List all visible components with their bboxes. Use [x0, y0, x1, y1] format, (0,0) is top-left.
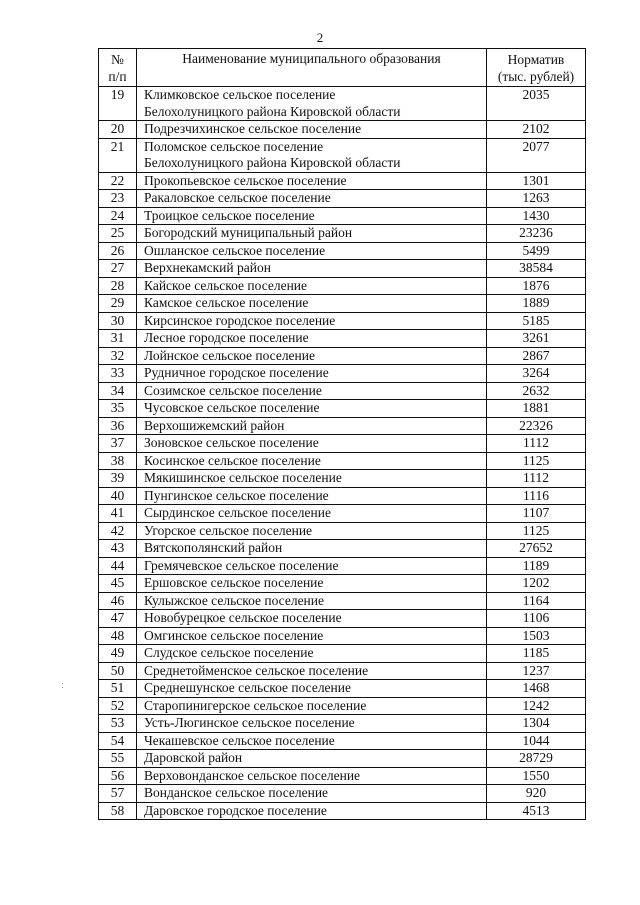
normative-value-cell: 3261	[487, 330, 586, 348]
table-row	[99, 785, 586, 803]
table-body	[99, 87, 586, 820]
municipality-name-cell: Мякишинское сельское поселение	[137, 470, 487, 488]
municipality-name-cell: Даровской район	[137, 750, 487, 768]
municipality-name-cell: Старопинигерское сельское поселение	[137, 697, 487, 715]
table-row	[99, 680, 586, 698]
normative-value-cell: 1185	[487, 645, 586, 663]
municipality-name-cell: Богородский муниципальный район	[137, 225, 487, 243]
normative-value-cell: 27652	[487, 540, 586, 558]
normative-value-cell: 1242	[487, 697, 586, 715]
table-row	[99, 330, 586, 348]
municipality-name-cell: Слудское сельское поселение	[137, 645, 487, 663]
table-row	[99, 225, 586, 243]
row-number-cell: 50	[99, 662, 137, 680]
municipality-name-cell: Пунгинское сельское поселение	[137, 487, 487, 505]
row-number-cell: 26	[99, 242, 137, 260]
municipality-name-cell: Верхошижемский район	[137, 417, 487, 435]
normative-value-cell: 38584	[487, 260, 586, 278]
normative-value-cell: 1301	[487, 172, 586, 190]
municipality-name-cell: Гремячевское сельское поселение	[137, 557, 487, 575]
row-number-cell: 56	[99, 767, 137, 785]
table-row	[99, 207, 586, 225]
row-number-cell: 33	[99, 365, 137, 383]
normative-value-cell: 1550	[487, 767, 586, 785]
municipality-name-cell: Кулыжское сельское поселение	[137, 592, 487, 610]
municipality-name-cell: Рудничное городское поселение	[137, 365, 487, 383]
row-number-cell: 42	[99, 522, 137, 540]
row-number-cell: 48	[99, 627, 137, 645]
normative-value-cell: 2035	[487, 87, 586, 121]
normative-value-cell: 920	[487, 785, 586, 803]
municipality-name-cell: Верховонданское сельское поселение	[137, 767, 487, 785]
normative-value-cell: 28729	[487, 750, 586, 768]
normative-value-cell: 1881	[487, 400, 586, 418]
table-row	[99, 400, 586, 418]
normative-value-cell: 1263	[487, 190, 586, 208]
row-number-cell: 19	[99, 87, 137, 121]
municipality-name-cell: Новобурецкое сельское поселение	[137, 610, 487, 628]
row-number-cell: 31	[99, 330, 137, 348]
municipality-name-cell: Ершовское сельское поселение	[137, 575, 487, 593]
municipality-name-cell: Зоновское сельское поселение	[137, 435, 487, 453]
row-number-cell: 49	[99, 645, 137, 663]
normative-value-cell: 2102	[487, 121, 586, 139]
table-row	[99, 312, 586, 330]
normative-value-cell: 3264	[487, 365, 586, 383]
municipality-name-cell: Троицкое сельское поселение	[137, 207, 487, 225]
municipality-name-cell: Лесное городское поселение	[137, 330, 487, 348]
row-number-cell: 41	[99, 505, 137, 523]
table-row	[99, 540, 586, 558]
normative-value-cell: 1125	[487, 522, 586, 540]
normative-value-cell: 1106	[487, 610, 586, 628]
margin-speck-marks	[62, 683, 64, 692]
row-number-cell: 35	[99, 400, 137, 418]
row-number-cell: 22	[99, 172, 137, 190]
table-row	[99, 87, 586, 121]
municipality-name-cell: Чекашевское сельское поселение	[137, 732, 487, 750]
normative-value-cell: 1876	[487, 277, 586, 295]
normative-value-cell: 1430	[487, 207, 586, 225]
row-number-cell: 46	[99, 592, 137, 610]
table-row	[99, 295, 586, 313]
table-row	[99, 522, 586, 540]
normative-value-cell: 1112	[487, 470, 586, 488]
row-number-cell: 38	[99, 452, 137, 470]
normative-value-cell: 1503	[487, 627, 586, 645]
table-row	[99, 260, 586, 278]
row-number-cell: 24	[99, 207, 137, 225]
municipality-name-cell: Среднетойменское сельское поселение	[137, 662, 487, 680]
row-number-cell: 44	[99, 557, 137, 575]
normative-value-cell: 1112	[487, 435, 586, 453]
row-number-cell: 55	[99, 750, 137, 768]
table-row	[99, 138, 586, 172]
municipality-name-cell: Угорское сельское поселение	[137, 522, 487, 540]
table-row	[99, 452, 586, 470]
table-row	[99, 697, 586, 715]
table-row	[99, 277, 586, 295]
normative-value-cell: 1237	[487, 662, 586, 680]
normative-value-cell: 1202	[487, 575, 586, 593]
table-row	[99, 242, 586, 260]
normative-value-cell: 1889	[487, 295, 586, 313]
table-row	[99, 645, 586, 663]
normative-value-cell: 1164	[487, 592, 586, 610]
row-number-cell: 47	[99, 610, 137, 628]
municipality-name-cell: Поломское сельское поселение Белохолуницкого района Кировской области	[137, 138, 487, 172]
normative-value-cell: 22326	[487, 417, 586, 435]
table-row	[99, 662, 586, 680]
table-row	[99, 470, 586, 488]
row-number-cell: 57	[99, 785, 137, 803]
normative-table	[98, 48, 586, 820]
table-row	[99, 190, 586, 208]
table-row	[99, 750, 586, 768]
normative-value-cell: 1044	[487, 732, 586, 750]
municipality-name-cell: Подрезчихинское сельское поселение	[137, 121, 487, 139]
municipality-name-cell: Прокопьевское сельское поселение	[137, 172, 487, 190]
row-number-cell: 52	[99, 697, 137, 715]
municipality-name-cell: Ракаловское сельское поселение	[137, 190, 487, 208]
row-number-cell: 32	[99, 347, 137, 365]
table-row	[99, 627, 586, 645]
table-row	[99, 417, 586, 435]
table-row	[99, 347, 586, 365]
municipality-name-cell: Сырдинское сельское поселение	[137, 505, 487, 523]
municipality-name-cell: Даровское городское поселение	[137, 802, 487, 820]
row-number-cell: 36	[99, 417, 137, 435]
municipality-name-cell: Климковское сельское поселение Белохолуницкого района Кировской области	[137, 87, 487, 121]
row-number-cell: 54	[99, 732, 137, 750]
table-row	[99, 802, 586, 820]
municipality-name-cell: Вятскополянский район	[137, 540, 487, 558]
header-row-number: № п/п	[99, 49, 137, 87]
row-number-cell: 20	[99, 121, 137, 139]
municipality-name-cell: Лойнское сельское поселение	[137, 347, 487, 365]
normative-value-cell: 2077	[487, 138, 586, 172]
row-number-cell: 39	[99, 470, 137, 488]
municipality-name-cell: Вонданское сельское поселение	[137, 785, 487, 803]
municipality-name-cell: Омгинское сельское поселение	[137, 627, 487, 645]
row-number-cell: 25	[99, 225, 137, 243]
normative-value-cell: 4513	[487, 802, 586, 820]
municipality-name-cell: Косинское сельское поселение	[137, 452, 487, 470]
normative-value-cell: 5499	[487, 242, 586, 260]
table-row	[99, 715, 586, 733]
normative-value-cell: 1304	[487, 715, 586, 733]
row-number-cell: 43	[99, 540, 137, 558]
row-number-cell: 28	[99, 277, 137, 295]
municipality-name-cell: Камское сельское поселение	[137, 295, 487, 313]
header-municipality-name: Наименование муниципального образования	[137, 49, 487, 87]
municipality-name-cell: Среднешунское сельское поселение	[137, 680, 487, 698]
municipality-name-cell: Кайское сельское поселение	[137, 277, 487, 295]
page-number: 2	[316, 30, 324, 45]
normative-value-cell: 5185	[487, 312, 586, 330]
table-row	[99, 121, 586, 139]
table-row	[99, 732, 586, 750]
table-row	[99, 382, 586, 400]
municipality-name-cell: Созимское сельское поселение	[137, 382, 487, 400]
normative-value-cell: 1116	[487, 487, 586, 505]
municipality-name-cell: Ошланское сельское поселение	[137, 242, 487, 260]
table-row	[99, 610, 586, 628]
row-number-cell: 29	[99, 295, 137, 313]
table-row	[99, 435, 586, 453]
table-row	[99, 557, 586, 575]
municipality-name-cell: Усть-Люгинское сельское поселение	[137, 715, 487, 733]
row-number-cell: 40	[99, 487, 137, 505]
normative-value-cell: 1189	[487, 557, 586, 575]
table-row	[99, 172, 586, 190]
row-number-cell: 51	[99, 680, 137, 698]
table-row	[99, 487, 586, 505]
header-normative: Норматив (тыс. рублей)	[487, 49, 586, 87]
normative-value-cell: 2632	[487, 382, 586, 400]
table-row	[99, 575, 586, 593]
row-number-cell: 23	[99, 190, 137, 208]
normative-value-cell: 1107	[487, 505, 586, 523]
row-number-cell: 53	[99, 715, 137, 733]
table-row	[99, 505, 586, 523]
normative-value-cell: 1125	[487, 452, 586, 470]
row-number-cell: 30	[99, 312, 137, 330]
row-number-cell: 27	[99, 260, 137, 278]
table-header-row	[99, 49, 586, 87]
normative-value-cell: 2867	[487, 347, 586, 365]
row-number-cell: 45	[99, 575, 137, 593]
row-number-cell: 34	[99, 382, 137, 400]
row-number-cell: 21	[99, 138, 137, 172]
table-row	[99, 767, 586, 785]
normative-value-cell: 23236	[487, 225, 586, 243]
municipality-name-cell: Чусовское сельское поселение	[137, 400, 487, 418]
row-number-cell: 58	[99, 802, 137, 820]
normative-value-cell: 1468	[487, 680, 586, 698]
municipality-name-cell: Кирсинское городское поселение	[137, 312, 487, 330]
row-number-cell: 37	[99, 435, 137, 453]
table-row	[99, 365, 586, 383]
municipality-name-cell: Верхнекамский район	[137, 260, 487, 278]
table-row	[99, 592, 586, 610]
